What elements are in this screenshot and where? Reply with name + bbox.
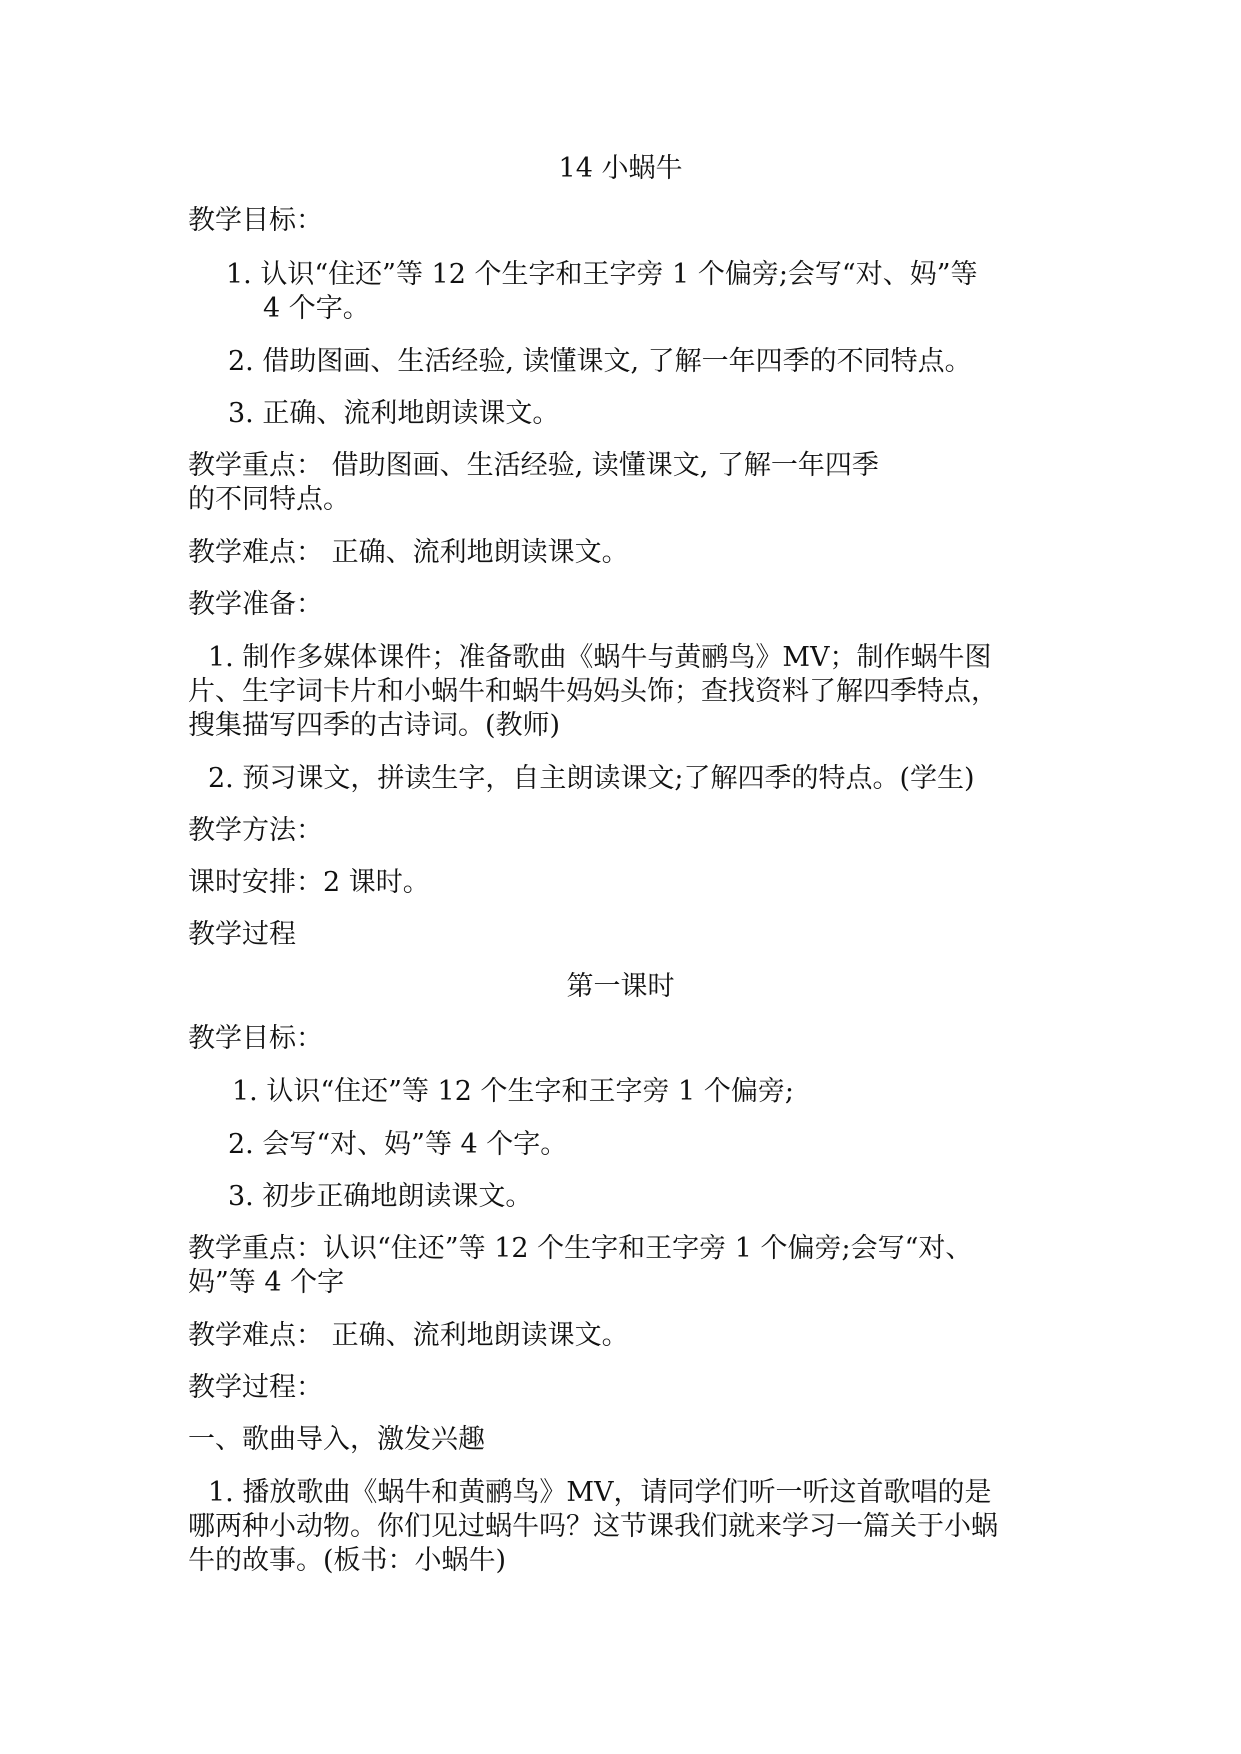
lesson-1-key-line-2: 妈”等 4 个字 [188,1267,345,1298]
lesson-1-goal-3: 3. 初步正确地朗读课文。 [228,1181,533,1212]
key-point-line-2: 的不同特点。 [188,484,350,515]
lesson-1-difficulty: 教学难点： 正确、流利地朗读课文。 [188,1320,629,1351]
difficulty: 教学难点： 正确、流利地朗读课文。 [188,537,629,568]
goal-3: 3. 正确、流利地朗读课文。 [228,398,560,429]
lesson-1-goals-heading: 教学目标： [188,1023,323,1054]
goal-1-line-2: 4 个字。 [263,293,370,324]
goal-1-line-1: 1. 认识“住还”等 12 个生字和王字旁 1 个偏旁;会写“对、妈”等 [226,259,978,290]
schedule: 课时安排：2 课时。 [188,867,430,898]
section-1-heading: 一、歌曲导入，激发兴趣 [188,1424,485,1455]
lesson-1-goal-1: 1. 认识“住还”等 12 个生字和王字旁 1 个偏旁; [232,1076,794,1107]
prep-1-line-3: 搜集描写四季的古诗词。(教师) [188,710,561,741]
step-1-line-2: 哪两种小动物。你们见过蜗牛吗？这节课我们就来学习一篇关于小蜗 [188,1511,998,1542]
key-point-line-1: 教学重点： 借助图画、生活经验, 读懂课文, 了解一年四季 [188,450,879,481]
lesson-1-key-line-1: 教学重点：认识“住还”等 12 个生字和王字旁 1 个偏旁;会写“对、 [188,1233,973,1264]
method: 教学方法： [188,815,323,846]
prep-1-line-1: 1. 制作多媒体课件；准备歌曲《蜗牛与黄鹂鸟》MV；制作蜗牛图 [208,642,992,673]
lesson-1-process-heading: 教学过程： [188,1372,323,1403]
process-heading: 教学过程 [188,919,296,950]
goal-2: 2. 借助图画、生活经验, 读懂课文, 了解一年四季的不同特点。 [228,346,972,377]
lesson-1-title: 第一课时 [566,971,675,1002]
goals-heading: 教学目标： [188,205,323,236]
document-title: 14 小蜗牛 [558,153,683,184]
step-1-line-1: 1. 播放歌曲《蜗牛和黄鹂鸟》MV，请同学们听一听这首歌唱的是 [208,1477,992,1508]
prep-2: 2. 预习课文，拼读生字，自主朗读课文;了解四季的特点。(学生) [208,763,975,794]
step-1-line-3: 牛的故事。(板书：小蜗牛) [188,1545,507,1576]
prep-1-line-2: 片、生字词卡片和小蜗牛和蜗牛妈妈头饰；查找资料了解四季特点， [188,676,998,707]
lesson-1-goal-2: 2. 会写“对、妈”等 4 个字。 [228,1129,568,1160]
prep-heading: 教学准备： [188,589,323,620]
